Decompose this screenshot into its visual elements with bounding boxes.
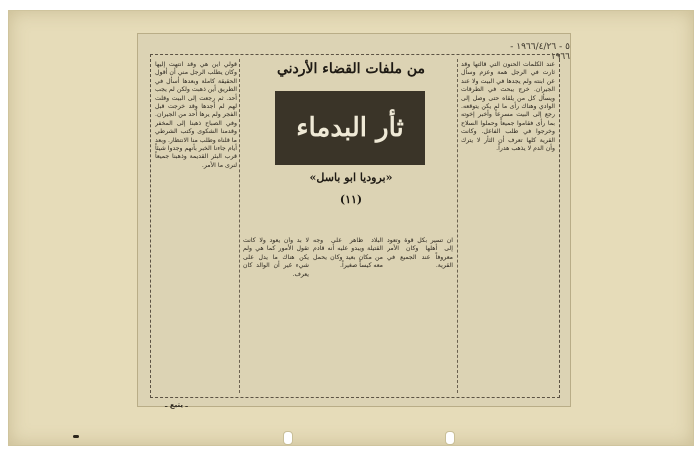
clipping-date: ٥ - ١٩٦٦/٤/٢٦ - ١٩٦٦ bbox=[510, 42, 570, 62]
article-column: لا بد وأن يعود ولا كانت تقول الأمور كما هي ولم يكن هناك ما يدل على شيء غير أن الوالد كان يعرف. bbox=[243, 237, 309, 278]
article-column: البلاد ظاهر على وجه القتيلة ويبدو عليه أنه قادم من مكان بعيد وكان يحمل معه كيساً صغيراً. bbox=[313, 237, 383, 270]
newspaper-clipping bbox=[137, 33, 571, 407]
ink-speck bbox=[73, 435, 79, 438]
headline: ثأر البدماء bbox=[296, 113, 404, 143]
headline-banner bbox=[275, 91, 425, 165]
column-rule bbox=[239, 59, 240, 393]
continued-note: ـ يتبع ـ bbox=[165, 401, 188, 409]
punch-hole bbox=[445, 431, 455, 445]
punch-hole bbox=[283, 431, 293, 445]
article-column: ان تسير بكل قوة وتعود إلى أهلها وكان الأمر معروفاً عند الجميع في القرية. bbox=[387, 237, 453, 270]
article-frame bbox=[150, 54, 560, 409]
byline: «بروديا ابو باسل» bbox=[309, 171, 393, 184]
article-column: عند الكلمات الحنون التي قالتها وقد ثارت في الرجل همة وعزم وسأل عن ابنته ولم يجدها في البيت ولا عند الجيران. خرج يبحث في الطرقات ويسأل كل من يلقاه حتى وصل إلى الوادي وهناك رأى ما لم يكن يتوقعه. رجع إلى البيت مسرعاً وأخبر إخوته بما رأى فقاموا جميعاً وحملوا السلاح وخرجوا في طلب الفاعل. وكانت القرية كلها تعرف أن الثأر لا يترك وأن الدم لا يذهب هدراً. bbox=[461, 61, 555, 153]
series-title: من ملفات القضاء الأردني bbox=[276, 61, 426, 77]
part-number: (١١) bbox=[339, 193, 363, 206]
article-column: قولي اين هي وقد انتهت إليها وكان يطلب الرجل مني أن أقول الحقيقة كاملة وبعدها أسأل في الطريق أين ذهبت ولكن لم يجب أحد. ثم رجعت إلى البيت وقلت لهم لم أجدها وقد خرجت قبل الفجر ولم يرها أحد من الجيران. وفي الصباح ذهبنا إلى المخفر وقدمنا الشكوى وكتب الشرطي ما قلناه وطلب منا الانتظار. وبعد أيام جاءنا الخبر بأنهم وجدوا شيئاً قرب البئر القديمة وذهبنا جميعاً لنرى ما الأمر. bbox=[155, 61, 237, 169]
column-rule bbox=[457, 59, 458, 393]
document-sheet bbox=[8, 10, 694, 446]
